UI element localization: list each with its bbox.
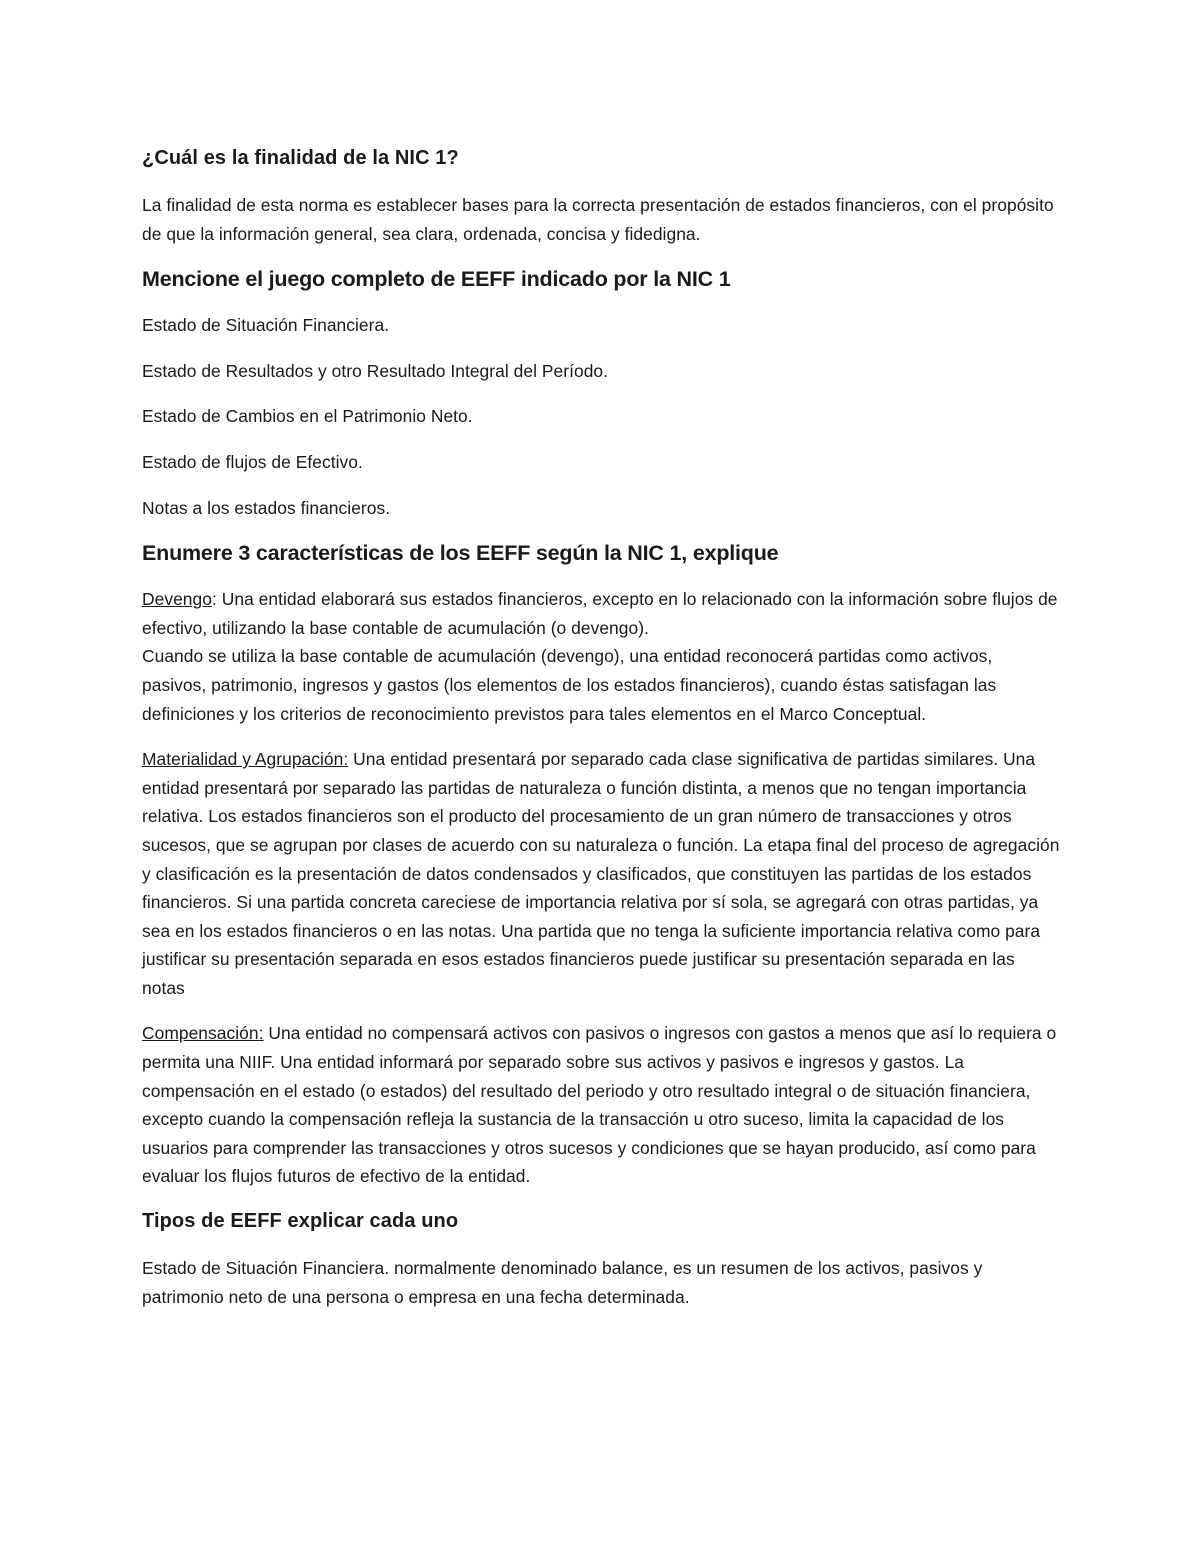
text-devengo: : Una entidad elaborará sus estados financieros, excepto en lo relacionado con la información sobre flujos de efectivo, utilizando la base contable de acumulación (o devengo). (142, 589, 1058, 638)
list-item-statement-4: Estado de flujos de Efectivo. (142, 451, 363, 472)
list-item-statement-3: Estado de Cambios en el Patrimonio Neto. (142, 406, 473, 427)
term-compensacion: Compensación: (142, 1023, 264, 1044)
text-materialidad: Una entidad presentará por separado cada clase significativa de partidas similares. Una entidad presentará por separado las partidas de naturaleza o función distinta, a menos que no tengan importancia relativa. Los estados financieros son el producto del procesamiento de un gran número de transacciones y otros sucesos, que se agrupan por clases de acuerdo con su naturaleza o función. La etapa final del proceso de agregación y clasificación es la presentación de datos condensados y clasificados, que constituyen las partidas de los estados financieros. Si una partida concreta careciese de importancia relativa por sí sola, se agregará con otras partidas, ya sea en los estados financieros o en las notas. Una partida que no tenga la suficiente importancia relativa como para justificar su presentación separada en esos estados financieros puede justificar su presentación separada en las notas (142, 749, 1060, 998)
paragraph-compensacion (142, 1019, 1060, 1191)
term-devengo: Devengo (142, 589, 212, 610)
term-materialidad: Materialidad y Agrupación: (142, 749, 349, 770)
paragraph-nic1-purpose: La finalidad de esta norma es establecer bases para la correcta presentación de estados financieros, con el propósito de que la información general, sea clara, ordenada, concisa y fidedigna. (142, 195, 1054, 244)
text-compensacion: Una entidad no compensará activos con pasivos o ingresos con gastos a menos que así lo requiera o permita una NIIF. Una entidad informará por separado sobre sus activos y pasivos e ingresos y gastos. La compensación en el estado (o estados) del resultado del periodo y otro resultado integral o de situación financiera, excepto cuando la compensación refleja la sustancia de la transacción u otro suceso, limita la capacidad de los usuarios para comprender las transacciones y otros sucesos y condiciones que se hayan producido, así como para evaluar los flujos futuros de efectivo de la entidad. (142, 1023, 1057, 1187)
heading-complete-set: Mencione el juego completo de EEFF indicado por la NIC 1 (142, 267, 731, 292)
list-item-statement-1: Estado de Situación Financiera. (142, 315, 390, 336)
paragraph-materialidad (142, 745, 1060, 1002)
list-item-statement-5: Notas a los estados financieros. (142, 497, 391, 518)
paragraph-eeff-types: Estado de Situación Financiera. normalmente denominado balance, es un resumen de los activos, pasivos y patrimonio neto de una persona o empresa en una fecha determinada. (142, 1258, 983, 1307)
paragraph-devengo-continued: Cuando se utiliza la base contable de acumulación (devengo), una entidad reconocerá partidas como activos, pasivos, patrimonio, ingresos y gastos (los elementos de los estados financieros), cuando éstas satisfagan las definiciones y los criterios de reconocimiento previstos para tales elementos en el Marco Conceptual. (142, 646, 997, 724)
heading-eeff-types: Tipos de EEFF explicar cada uno (142, 1210, 459, 1233)
list-item-statement-2: Estado de Resultados y otro Resultado Integral del Período. (142, 360, 609, 381)
paragraph-devengo (142, 585, 1060, 642)
heading-nic1-purpose: ¿Cuál es la finalidad de la NIC 1? (142, 147, 459, 169)
heading-characteristics: Enumere 3 características de los EEFF según la NIC 1, explique (142, 541, 779, 566)
